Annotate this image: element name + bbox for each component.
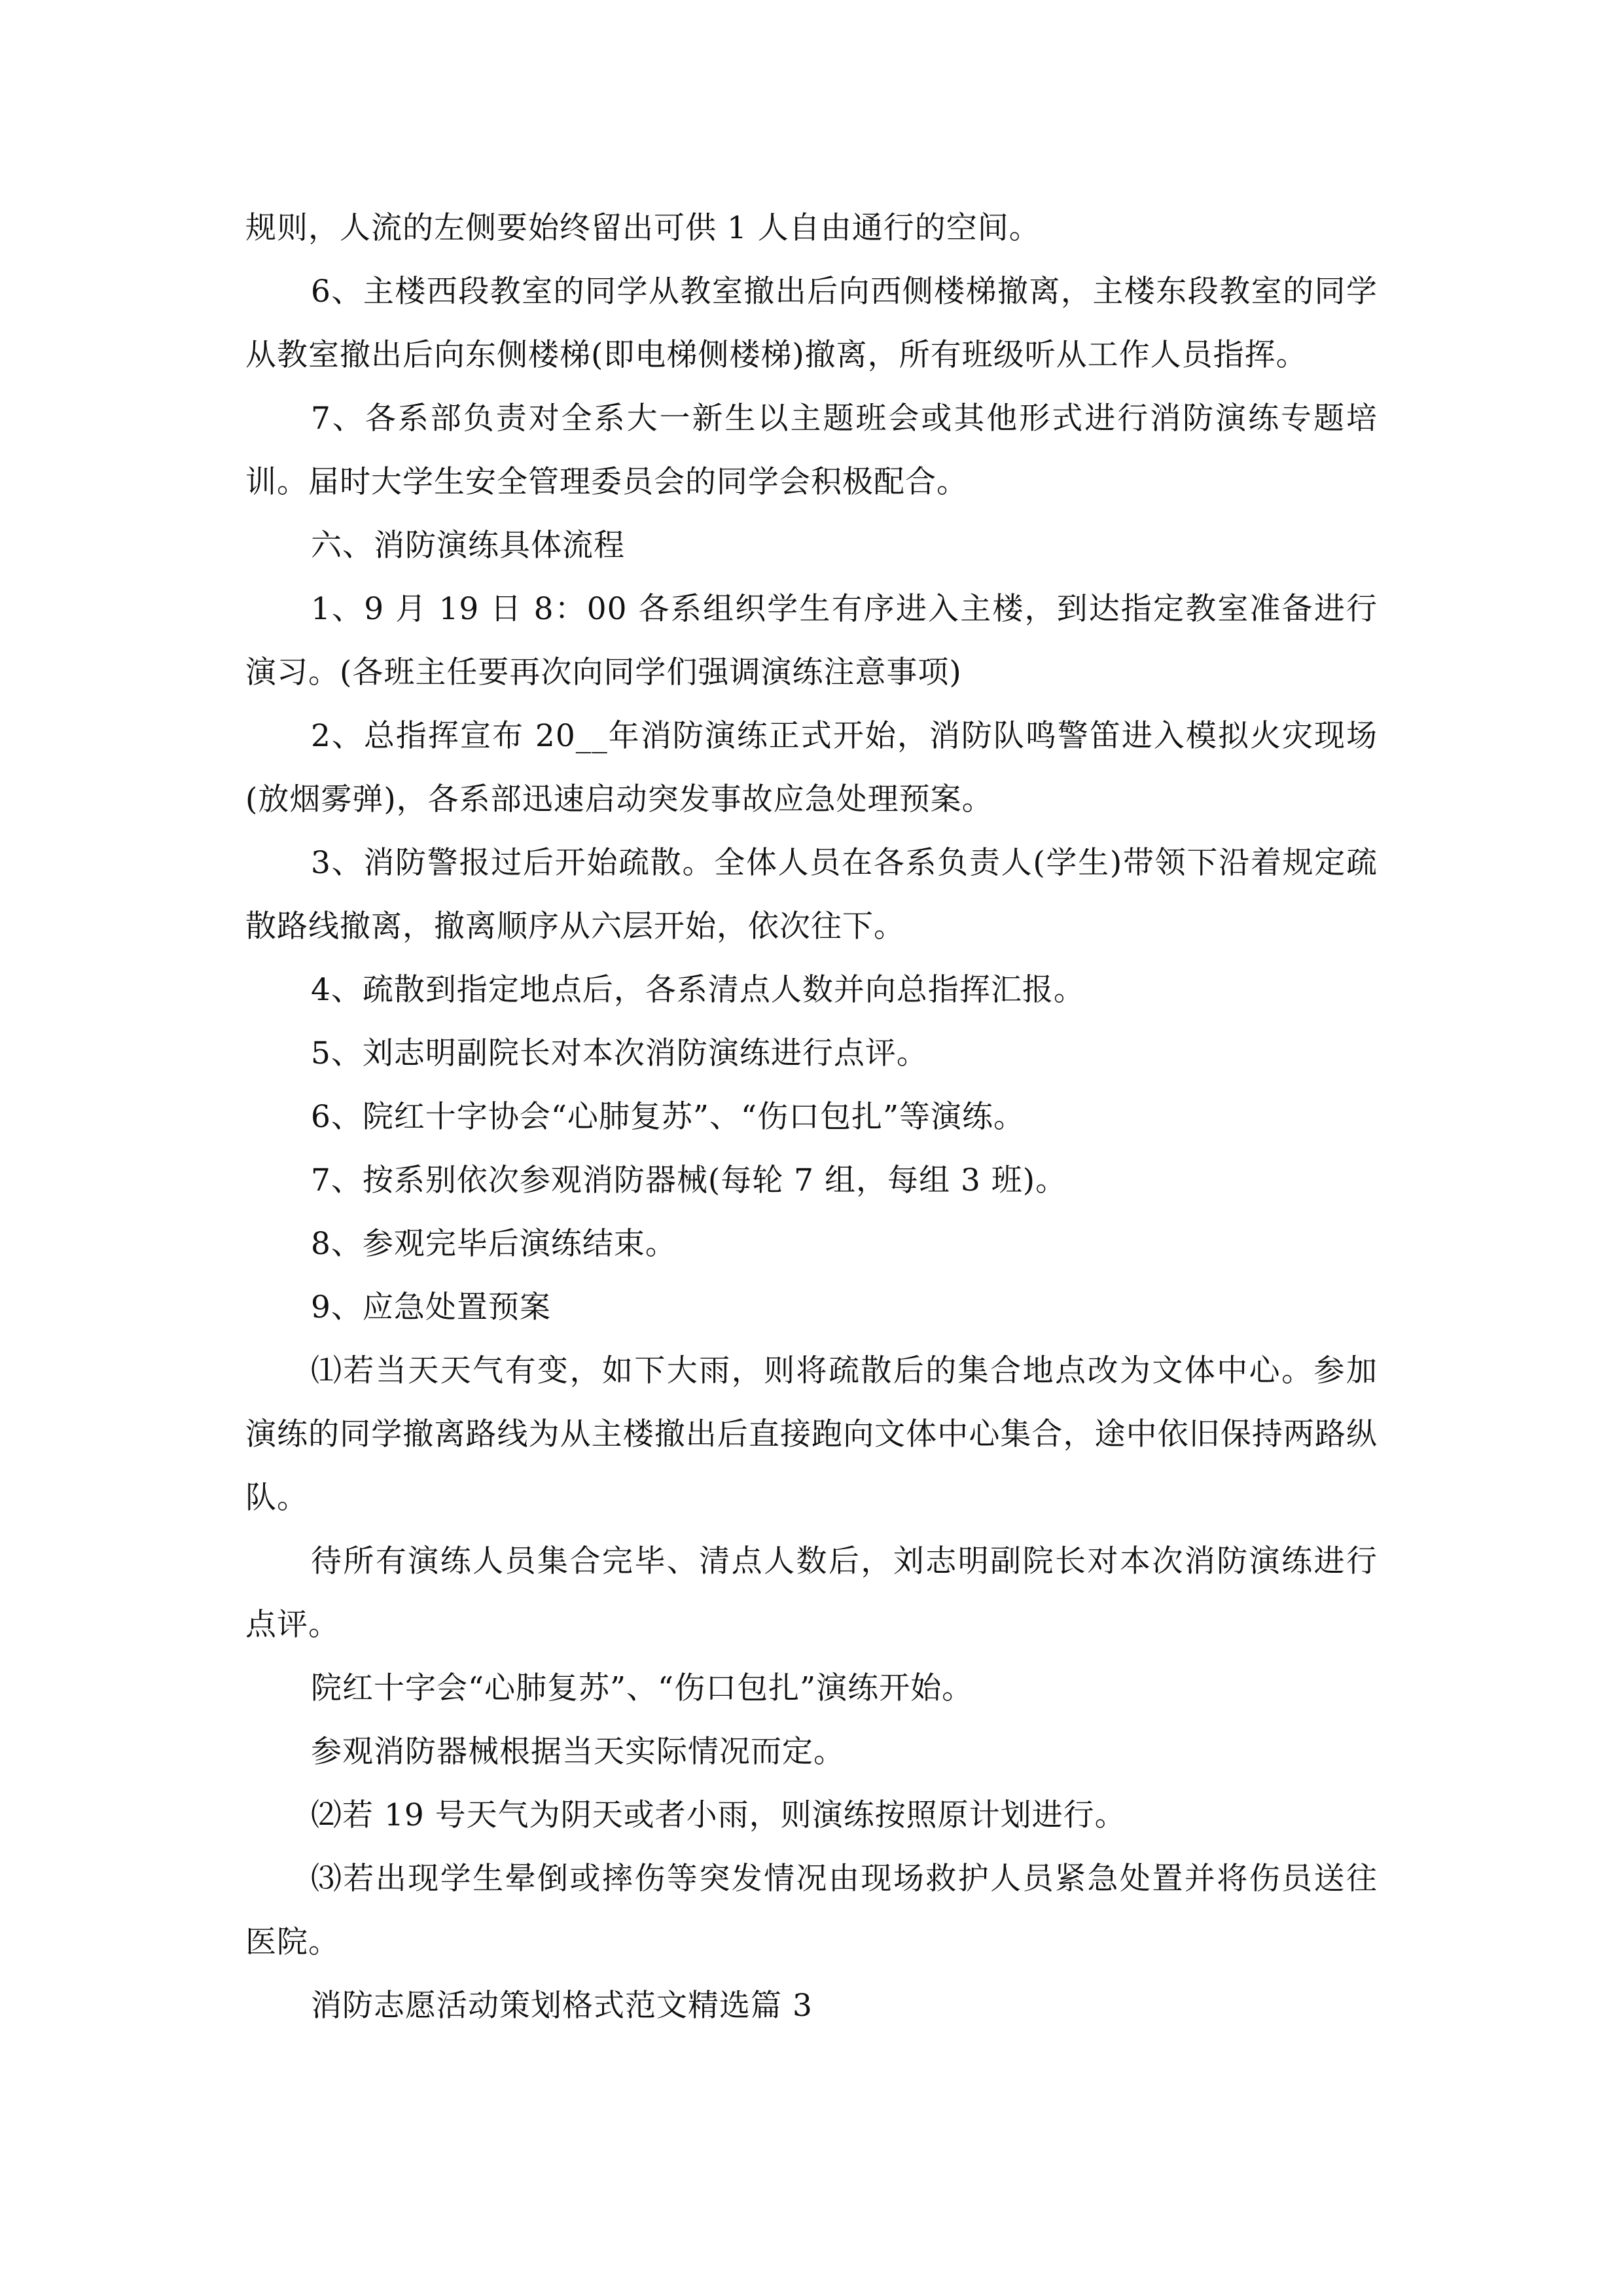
paragraph-plan-3: ⑶若出现学生晕倒或摔伤等突发情况由现场救护人员紧急处置并将伤员送往医院。 bbox=[245, 1861, 1378, 1960]
paragraph-plan-1-b: 院红十字会“心肺复苏”、“伤口包扎”演练开始。 bbox=[311, 1670, 974, 1706]
paragraph-step-6: 6、院红十字协会“心肺复苏”、“伤口包扎”等演练。 bbox=[311, 1099, 1026, 1135]
paragraph-plan-1-c: 参观消防器械根据当天实际情况而定。 bbox=[311, 1734, 845, 1770]
document-body bbox=[245, 196, 1378, 2037]
paragraph-1: 规则，人流的左侧要始终留出可供 1 人自由通行的空间。 bbox=[245, 210, 1041, 246]
paragraph-step-2: 2、总指挥宣布 20__年消防演练正式开始，消防队鸣警笛进入模拟火灾现场(放烟雾弹)，各系部迅速启动突发事故应急处理预案。 bbox=[245, 718, 1378, 817]
paragraph-step-4: 4、疏散到指定地点后，各系清点人数并向总指挥汇报。 bbox=[311, 972, 1085, 1008]
paragraph-step-3: 3、消防警报过后开始疏散。全体人员在各系负责人(学生)带领下沿着规定疏散路线撤离，撤离顺序从六层开始，依次往下。 bbox=[245, 845, 1378, 944]
paragraph-step-5: 5、刘志明副院长对本次消防演练进行点评。 bbox=[311, 1035, 928, 1071]
paragraph-step-9: 9、应急处置预案 bbox=[311, 1289, 551, 1325]
paragraph-3: 7、各系部负责对全系大一新生以主题班会或其他形式进行消防演练专题培训。届时大学生安全管理委员会的同学会积极配合。 bbox=[245, 401, 1378, 500]
paragraph-step-8: 8、参观完毕后演练结束。 bbox=[311, 1226, 677, 1262]
section-title-part-3: 消防志愿活动策划格式范文精选篇 3 bbox=[311, 1988, 813, 2024]
paragraph-plan-2: ⑵若 19 号天气为阴天或者小雨，则演练按照原计划进行。 bbox=[311, 1797, 1126, 1833]
paragraph-plan-1-a: 待所有演练人员集合完毕、清点人数后，刘志明副院长对本次消防演练进行点评。 bbox=[245, 1543, 1378, 1643]
section-heading-6: 六、消防演练具体流程 bbox=[311, 528, 625, 564]
paragraph-step-1: 1、9 月 19 日 8：00 各系组织学生有序进入主楼，到达指定教室准备进行演习。(各班主任要再次向同学们强调演练注意事项) bbox=[245, 591, 1378, 691]
paragraph-step-7: 7、按系别依次参观消防器械(每轮 7 组，每组 3 班)。 bbox=[311, 1162, 1067, 1198]
paragraph-plan-1: ⑴若当天天气有变，如下大雨，则将疏散后的集合地点改为文体中心。参加演练的同学撤离路线为从主楼撤出后直接跑向文体中心集合，途中依旧保持两路纵队。 bbox=[245, 1353, 1378, 1516]
paragraph-2: 6、主楼西段教室的同学从教室撤出后向西侧楼梯撤离，主楼东段教室的同学从教室撤出后向东侧楼梯(即电梯侧楼梯)撤离，所有班级听从工作人员指挥。 bbox=[245, 274, 1378, 373]
